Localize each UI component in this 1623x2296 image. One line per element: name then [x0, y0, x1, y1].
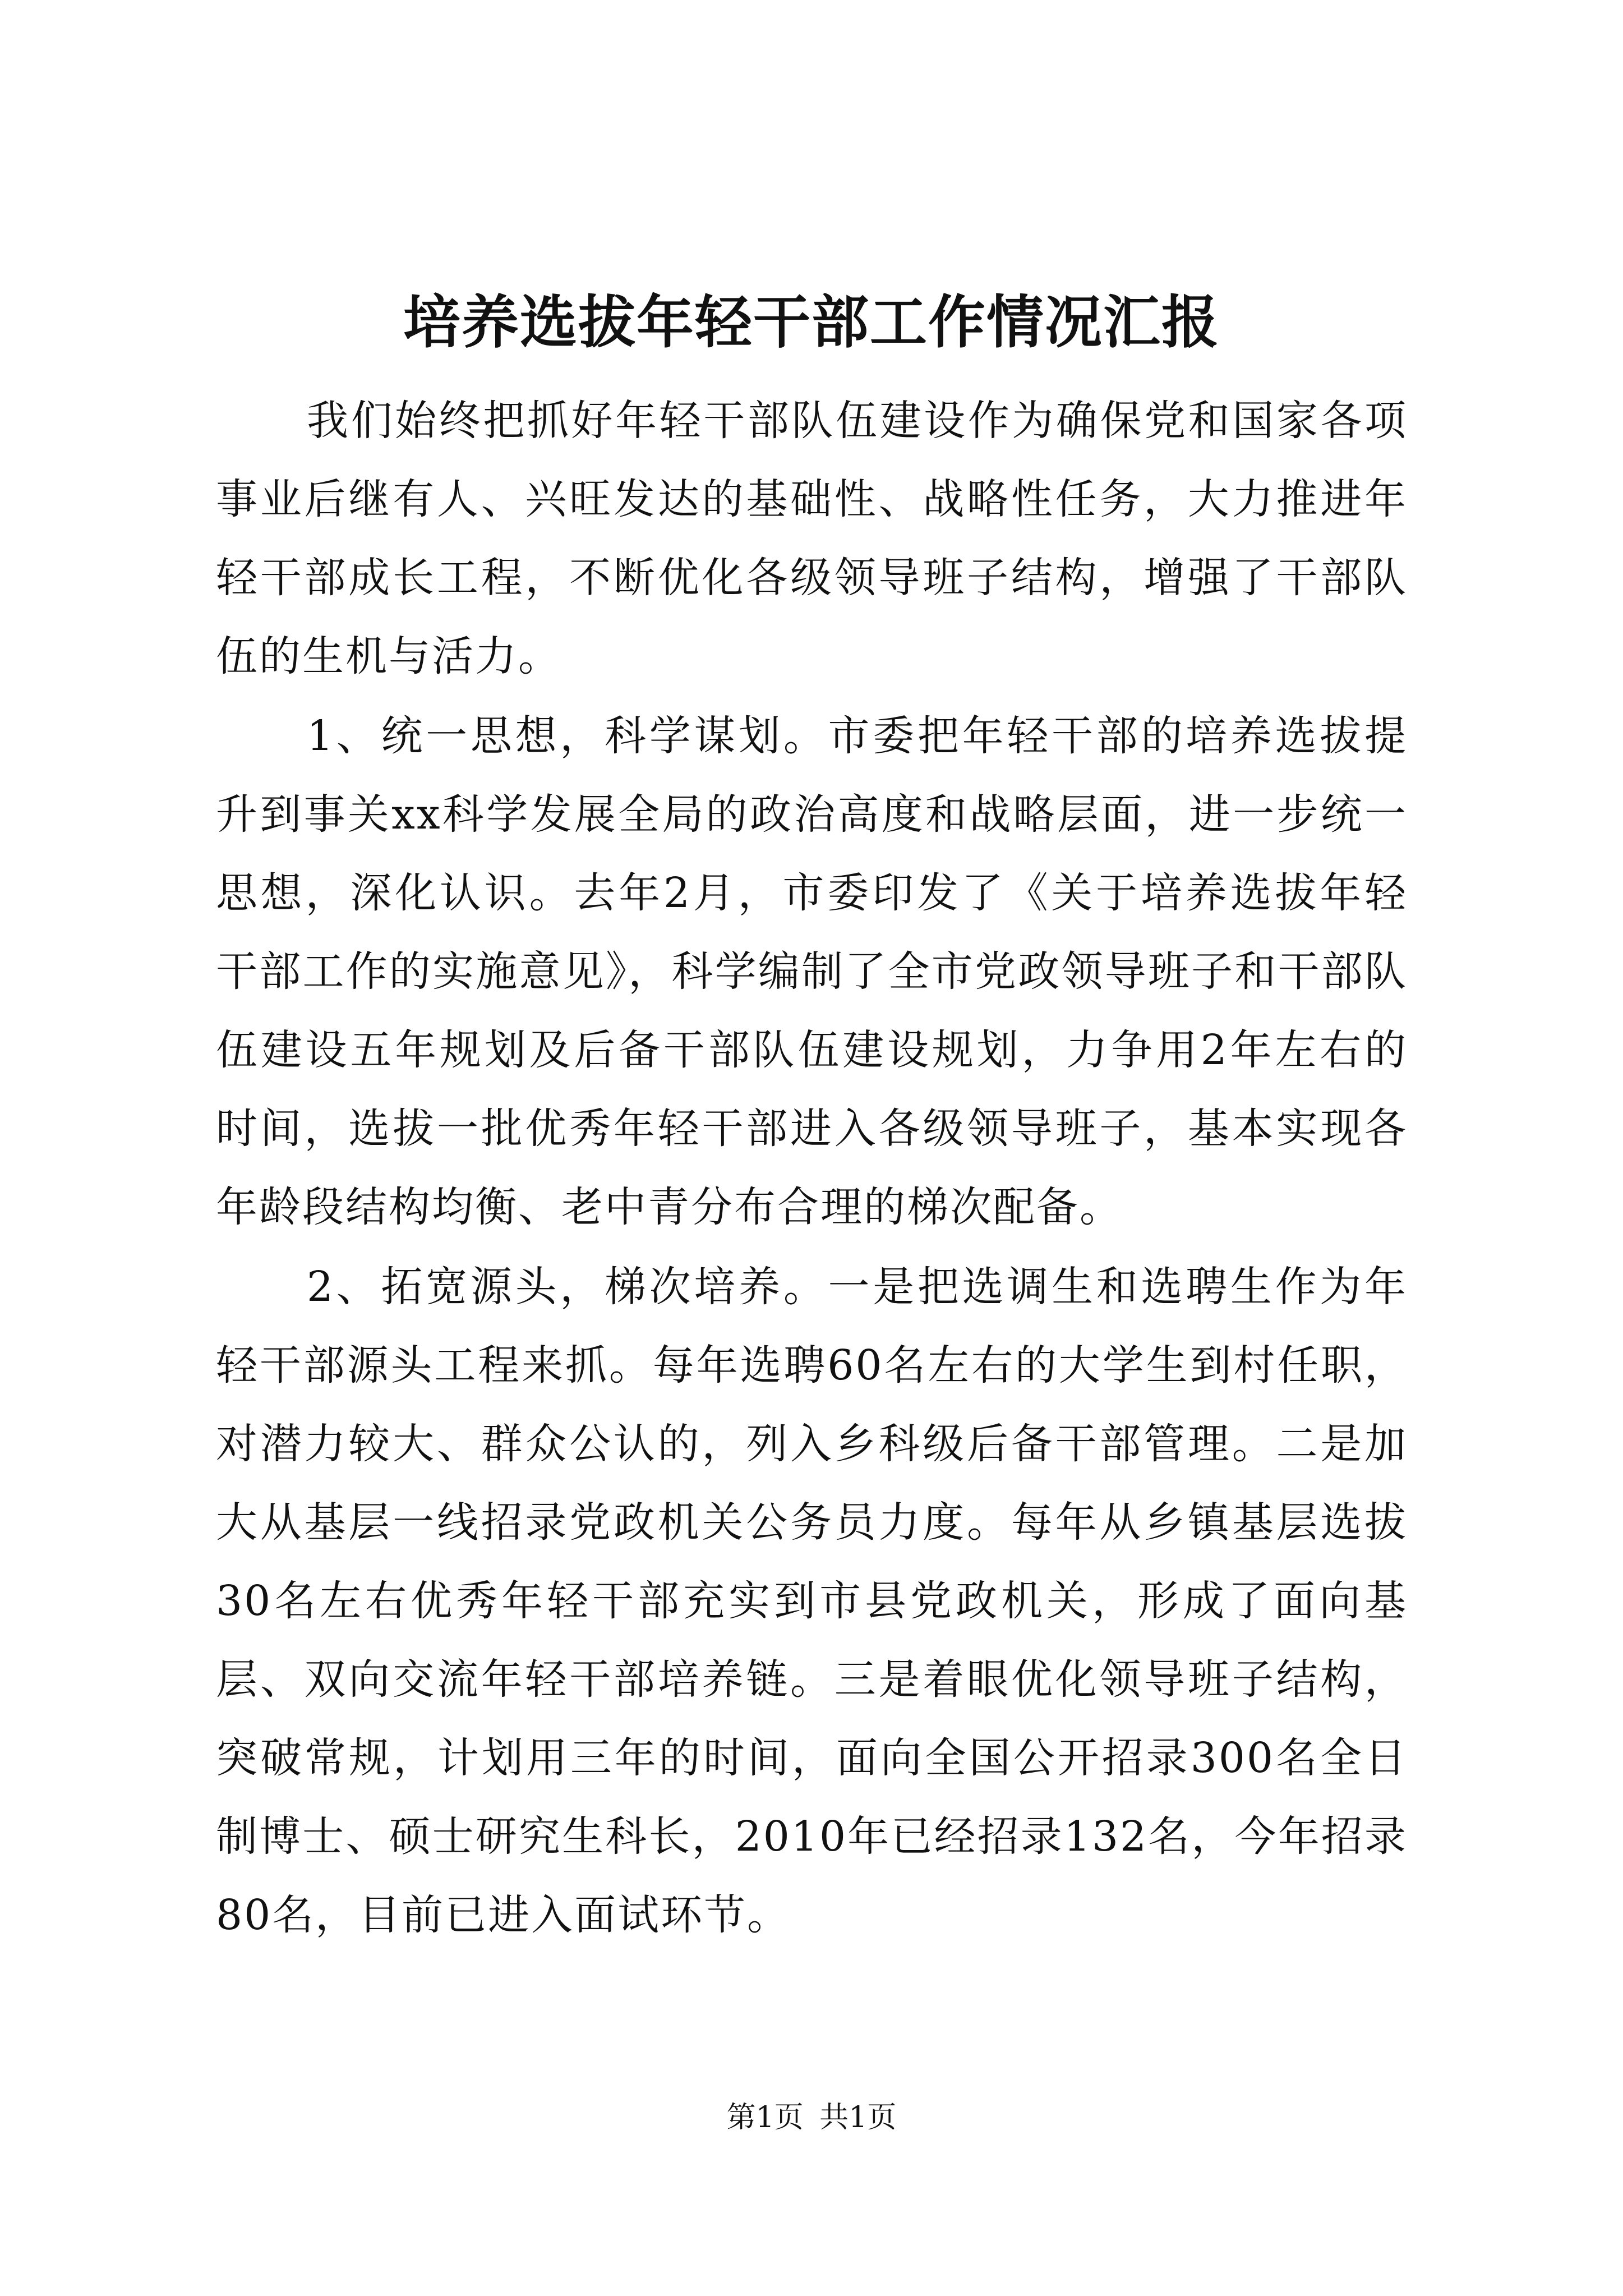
page-footer [0, 2098, 1623, 2137]
paragraph-intro: 我们始终把抓好年轻干部队伍建设作为确保党和国家各项事业后继有人、兴旺发达的基础性、战略性任务，大力推进年轻干部成长工程，不断优化各级领导班子结构，增强了干部队伍的生机与活力。 [216, 397, 1408, 680]
document-body [216, 381, 1408, 1955]
page-number: 第1页 [726, 2101, 804, 2134]
paragraph-section-1: 1、统一思想，科学谋划。市委把年轻干部的培养选拔提升到事关xx科学发展全局的政治高度和战略层面，进一步统一思想，深化认识。去年2月，市委印发了《关于培养选拔年轻干部工作的实施意见》，科学编制了全市党政领导班子和干部队伍建设五年规划及后备干部队伍建设规划，力争用2年左右的时间，选拔一批优秀年轻干部进入各级领导班子，基本实现各年龄段结构均衡、老中青分布合理的梯次配备。 [216, 712, 1408, 1231]
document-title: 培养选拔年轻干部工作情况汇报 [403, 289, 1220, 356]
paragraph-section-2: 2、拓宽源头，梯次培养。一是把选调生和选聘生作为年轻干部源头工程来抓。每年选聘60名左右的大学生到村任职，对潜力较大、群众公认的，列入乡科级后备干部管理。二是加大从基层一线招录党政机关公务员力度。每年从乡镇基层选拔30名左右优秀年轻干部充实到市县党政机关，形成了面向基层、双向交流年轻干部培养链。三是着眼优化领导班子结构，突破常规，计划用三年的时间，面向全国公开招录300名全日制博士、硕士研究生科长，2010年已经招录132名，今年招录80名，目前已进入面试环节。 [216, 1263, 1408, 1939]
page-total: 共1页 [819, 2101, 897, 2134]
